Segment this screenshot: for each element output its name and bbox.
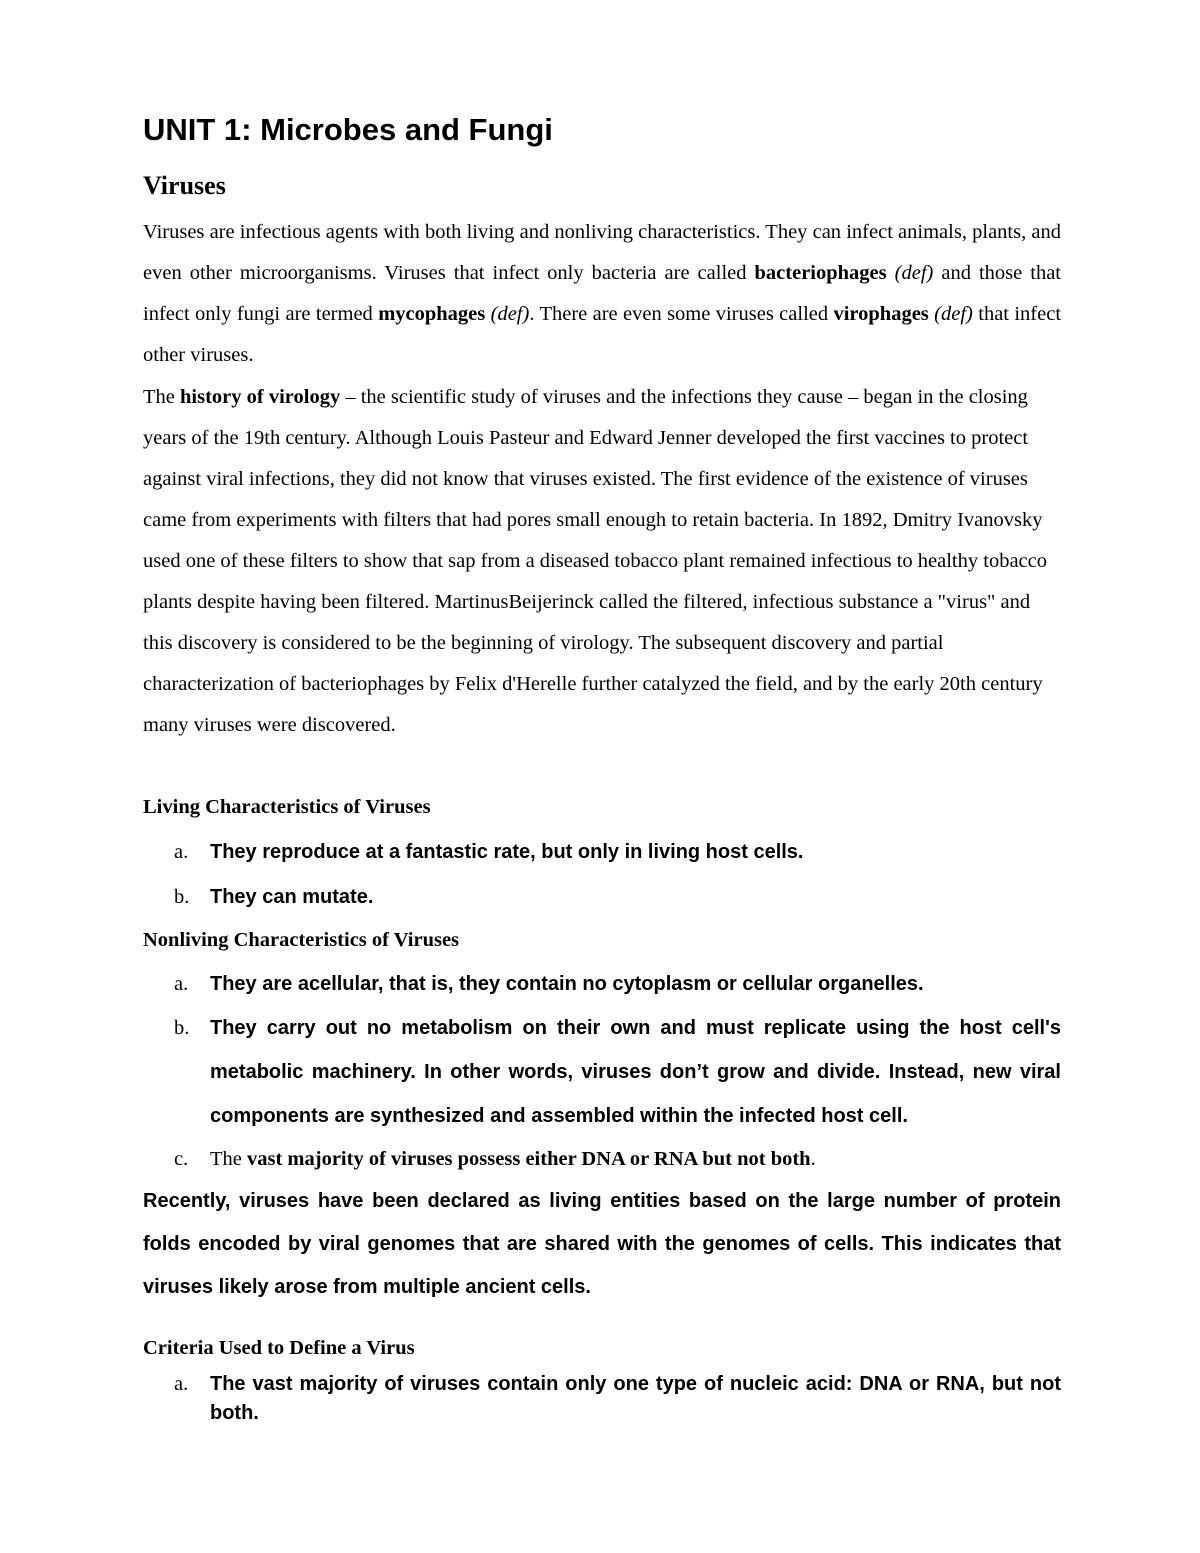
list-marker: a. — [174, 841, 189, 863]
list-marker: c. — [174, 1148, 189, 1170]
item-text: They — [210, 1017, 267, 1039]
nonliving-characteristics-heading: Nonliving Characteristics of Viruses — [143, 929, 460, 951]
living-characteristics-heading: Living Characteristics of Viruses — [143, 796, 431, 818]
item-emphasis: mutate. — [302, 886, 374, 908]
item-emphasis: acellular — [297, 973, 378, 995]
recently-paragraph — [143, 1180, 1061, 1309]
term-virophages: virophages — [833, 303, 929, 325]
list-item-text — [210, 830, 1061, 874]
list-item-text — [210, 1006, 1061, 1138]
recently-emphasis: Recently, viruses have been declared as living entities — [143, 1190, 681, 1212]
intro-text-2: and those that infect only fungi are termed — [143, 262, 1061, 325]
item-text: They can — [210, 886, 303, 908]
def-link-bacteriophages[interactable]: (def) — [894, 262, 934, 284]
list-marker: b. — [174, 886, 190, 908]
intro-paragraph — [143, 212, 1061, 376]
section-title: Viruses — [143, 171, 226, 200]
list-marker: b. — [174, 1017, 190, 1039]
list-item-text: The vast majority of viruses contain only one type of nucleic acid: DNA or RNA, but not both. — [210, 1373, 1061, 1424]
item-text: . In other words, viruses don’t grow and divide. Instead, new viral components are synthesized and assembled within the infected host cell. — [210, 1061, 1061, 1127]
item-emphasis: reproduce — [262, 841, 361, 863]
unit-title: : Microbes and Fungi — [241, 112, 553, 147]
def-link-virophages[interactable]: (def) — [934, 303, 973, 325]
recently-text: based on the large number of protein folds encoded by viral genomes that are shared with the genomes of cells. This indicates that viruses likely arose from multiple ancient cells. — [143, 1190, 1061, 1298]
item-text: . — [810, 1148, 816, 1170]
list-item-text — [210, 875, 1061, 919]
term-mycophages: mycophages — [378, 303, 486, 325]
item-text: The — [210, 1148, 247, 1170]
unit-number: UNIT 1 — [143, 112, 242, 147]
item-text: They are — [210, 973, 298, 995]
list-marker: a. — [174, 973, 189, 995]
intro-text-1: Viruses are infectious agents with both living and nonliving characteristics. They can infect animals, plants, and even other microorganisms. Viruses that infect only bacteria are called — [143, 221, 1061, 284]
history-paragraph — [143, 377, 1055, 746]
term-bacteriophages: bacteriophages — [754, 262, 887, 284]
def-link-mycophages[interactable]: (def) — [490, 303, 530, 325]
item-text: They — [210, 841, 263, 863]
item-emphasis: vast majority of viruses possess either DNA or RNA but not both — [247, 1148, 811, 1170]
intro-text-3: . There are even some viruses called — [529, 303, 834, 325]
history-text-2: – the scientific study of viruses and the infections they cause – began in the closing years of the 19th century. Although Louis Pasteur and Edward Jenner developed the first vaccines to protect against viral infections, they did not know that viruses existed. The first evidence of the existence of viruses came from experiments with filters that had pores small enough to retain bacteria. In 1892, Dmitry Ivanovsky used one of these filters to show that sap from a diseased tobacco plant remained infectious to healthy tobacco plants despite having been filtered. MartinusBeijerinck called the filtered, infectious substance a "virus" and this discovery is considered to be the beginning of virology. The subsequent discovery and partial characterization of bacteriophages by Felix d'Herelle further catalyzed the field, and by the early 20th century many viruses were discovered. — [143, 386, 1047, 736]
unit-heading — [143, 112, 553, 148]
item-text: at a fantastic rate, but only in living host cells. — [360, 841, 804, 863]
criteria-heading: Criteria Used to Define a Virus — [143, 1337, 415, 1359]
list-marker: a. — [174, 1373, 189, 1395]
list-item-text — [210, 962, 1061, 1006]
term-history-of-virology: history of virology — [180, 386, 341, 408]
item-emphasis: carry out no metabolism on their own and must replicate using the host cell's metabolic machinery — [210, 1017, 1061, 1083]
item-text: , that is, they contain no cytoplasm or cellular organelles. — [377, 973, 924, 995]
intro-text-4: that infect other viruses. — [143, 303, 1062, 366]
history-text-1: The — [143, 386, 180, 408]
list-item-text — [210, 1137, 1061, 1181]
